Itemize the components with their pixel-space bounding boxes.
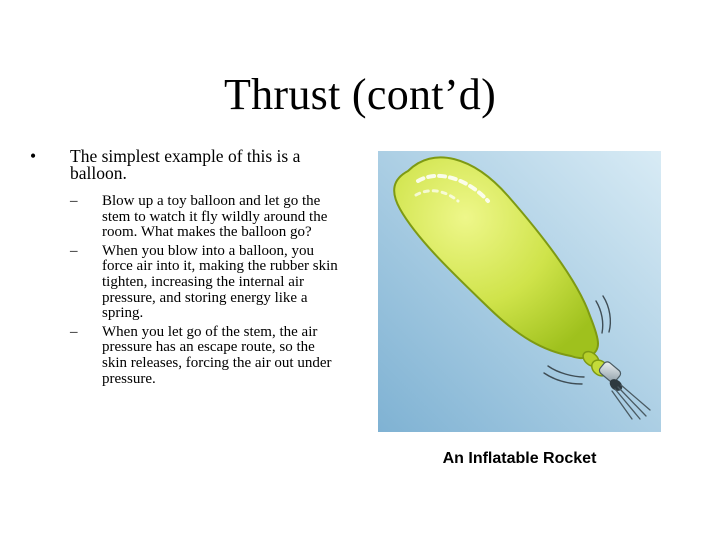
- bullet-item: [30, 148, 340, 182]
- sub-bullet-text: Blow up a toy balloon and let go the stem to watch it fly wildly around the room. What makes the balloon go?: [102, 193, 328, 241]
- sub-bullet-item: [30, 244, 340, 322]
- dash-glyph: –: [70, 323, 78, 340]
- balloon-illustration: [378, 151, 661, 432]
- sub-bullet-text: When you blow into a balloon, you force air into it, making the rubber skin tighten, increasing the internal air pressure, and storing energy like a spring.: [102, 242, 338, 322]
- bullet-text: The simplest example of this is a balloon.: [70, 146, 301, 183]
- bullet-list: [30, 148, 340, 390]
- sub-bullet-text: When you let go of the stem, the air pressure has an escape route, so the skin releases, forcing the air out under pressure.: [102, 323, 332, 387]
- dash-glyph: –: [70, 193, 78, 209]
- sub-bullet-item: [30, 194, 340, 241]
- figure-caption: An Inflatable Rocket: [442, 450, 597, 467]
- slide-title: Thrust (cont’d): [223, 70, 497, 119]
- bullet-glyph: •: [30, 146, 37, 166]
- dash-glyph: –: [70, 242, 78, 259]
- sub-bullet-item: [30, 325, 340, 387]
